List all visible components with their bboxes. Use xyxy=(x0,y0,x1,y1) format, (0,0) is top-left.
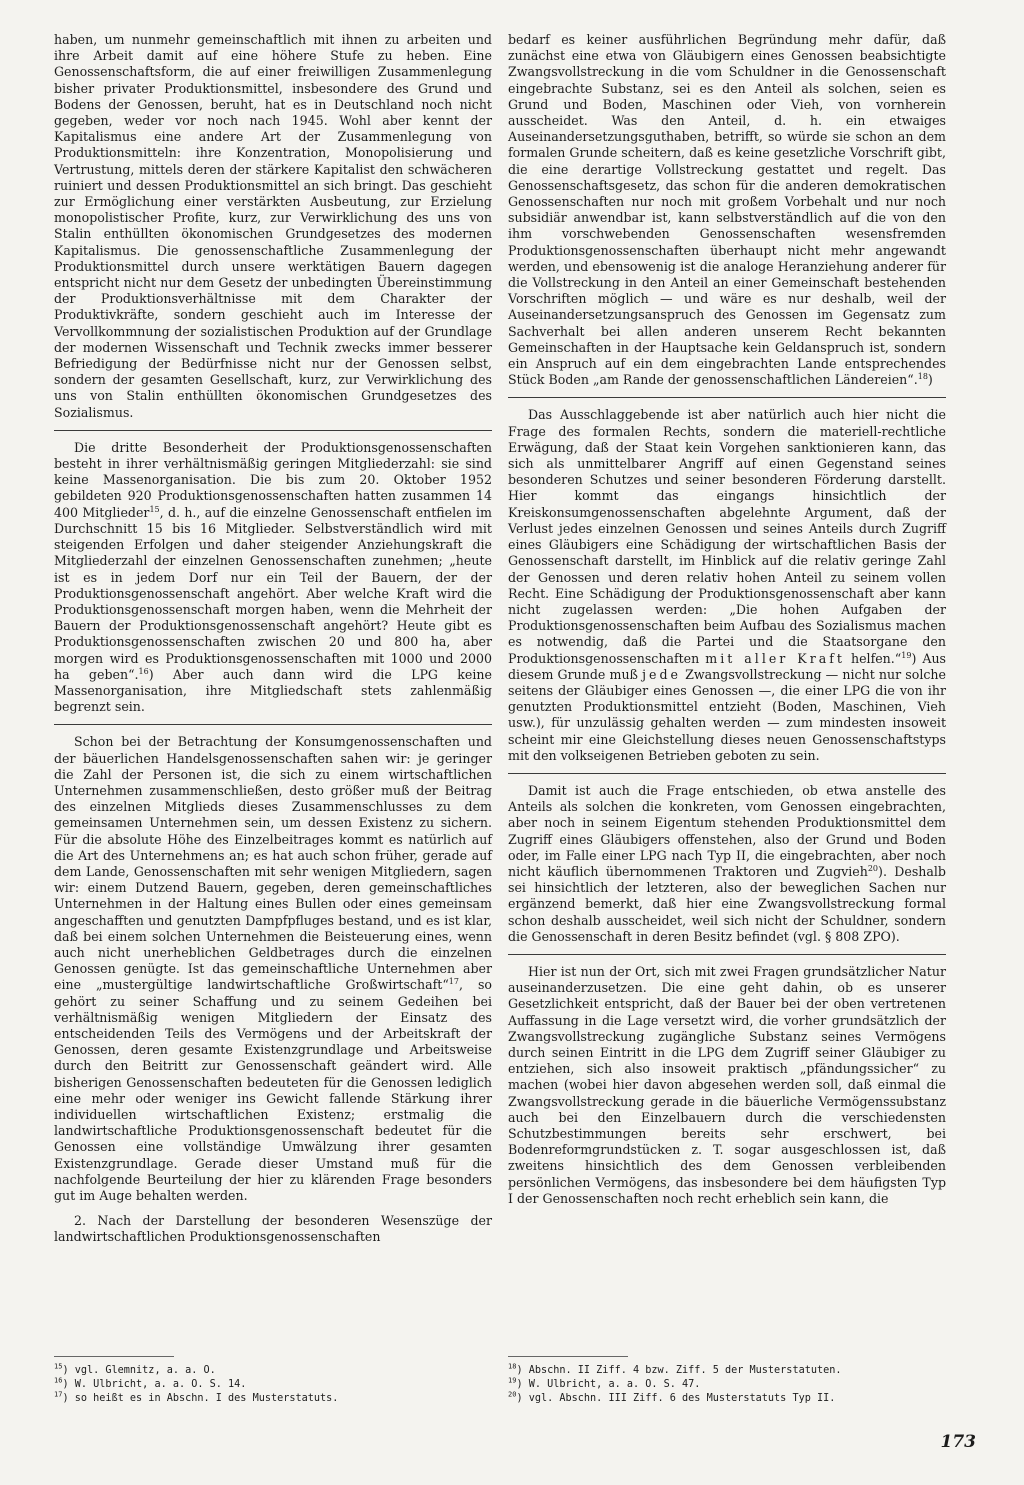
footnote-ref: 20 xyxy=(867,863,879,873)
paragraph-separator xyxy=(508,773,946,774)
footnote-ref: 15 xyxy=(149,504,160,514)
footnote-ref: 16 xyxy=(138,666,149,676)
paragraph-separator xyxy=(508,954,946,955)
left-paragraph-3: Schon bei der Betrachtung der Konsumgenossenschaften und der bäuerlichen Handelsgenossenschaften sahen wir: je geringer die Zahl der Personen ist, die sich zu einem wirtschaftlichen Unternehmen zusammenschließen, desto größer muß der Beitrag des einzelnen Mitglieds dieses Zusammenschlusses zu dem gemeinsamen Unternehmen sein, um dessen Existenz zu sichern. Für die absolute Höhe des Einzelbeitrages kommt es natürlich auf die Art des Unternehmens an; es hat auch schon früher, gerade auf dem Lande, Genossenschaften mit sehr wenigen Mitgliedern, sagen wir: einem Dutzend Bauern, gegeben, deren gemeinschaftliches Unternehmen in der Haltung eines Bullen oder eines gemeinsam angeschafften und genutzten Dampfpfluges bestand, und es ist klar, daß bei einem solchen Unternehmen die Beisteuerung eines, wenn auch nicht unerheblichen Geldbetrages durch die einzelnen Genossen genügte. Ist das gemeinschaftliche Unternehmen aber eine „mustergültige landwirtschaftliche Großwirtschaft“$^{17}$, so gehört zu seiner Schaffung und zu seinem Gedeihen bei verhältnismäßig wenigen Mitgliedern der Einsatz des entscheidenden Teils des Vermögens und der Arbeitskraft der Genossen, deren gesamte Existenzgrundlage und Arbeitsweise durch den Beitritt zur Genossenschaft geändert wird. Alle bisherigen Genossenschaften bedeuteten für die Genossen lediglich eine mehr oder weniger ins Gewicht fallende Stärkung ihrer individuellen wirtschaftlichen Existenz; erstmalig die landwirtschaftliche Produktionsgenossenschaft bedeutet für die Genossen eine vollständige Umwälzung ihrer gesamten Existenzgrundlage. Gerade dieser Umstand muß für die nachfolgende Beurteilung der hier zu klärenden Frage besonders gut im Auge behalten werden. xyxy=(54,734,492,1204)
left-paragraph-2: Die dritte Besonderheit der Produktionsgenossenschaften besteht in ihrer verhältnismäßig geringen Mitgliederzahl: sie sind keine Massenorganisation. Die bis zum 20. Oktober 1952 gebildeten 920 Produktionsgenossenschaften hatten zusammen 14 400 Mitglieder$^{15}$, d. h., auf die einzelne Genossenschaft entfielen im Durchschnitt 15 bis 16 Mitglieder. Selbstverständlich wird mit steigenden Erfolgen und daher steigender Anziehungskraft die Mitgliederzahl der einzelnen Genossenschaften zunehmen; „heute ist es in jedem Dorf nur ein Teil der Bauern, der der Produktionsgenossenschaft angehört. Aber welche Kraft wird die Produktionsgenossenschaft morgen haben, wenn die Mehrheit der Bauern der Produktionsgenossenschaft angehört? Heute gibt es Produktionsgenossenschaften zwischen 20 und 800 ha, aber morgen wird es Produktionsgenossenschaften mit 1000 und 2000 ha geben“.$^{16}$) Aber auch dann wird die LPG keine Massenorganisation, ihre Mitgliedschaft stets zahlenmäßig begrenzt sein. xyxy=(54,439,492,715)
paragraph-separator xyxy=(54,430,492,431)
left-column xyxy=(54,32,492,1246)
right-paragraph-3: Damit ist auch die Frage entschieden, ob etwa anstelle des Anteils als solchen die konkreten, vom Genossen eingebrachten, aber noch in seinem Eigentum stehenden Produktionsmittel dem Zugriff eines Gläubigers offenstehen, also der Grund und Boden oder, im Falle einer LPG nach Typ II, die eingebrachten, aber noch nicht käuflich übernommenen Traktoren und Zugvieh$^{20}$). Deshalb sei hinsichtlich der letzteren, also der beweglichen Sachen nur ergänzend bemerkt, daß hier eine Zwangsvollstreckung formal schon deshalb ausscheidet, weil sich nicht der Schuldner, sondern die Genossenschaft in deren Besitz befindet (vgl. § 808 ZPO). xyxy=(508,782,946,944)
footnotes-right xyxy=(508,1364,946,1406)
paragraph-separator xyxy=(508,397,946,398)
paragraph-separator xyxy=(54,724,492,725)
footnote: $^{19}$) W. Ulbricht, a. a. O. S. 47. xyxy=(508,1376,701,1390)
footnote-ref: 18 xyxy=(917,372,928,382)
footnote-rule xyxy=(508,1356,628,1357)
footnote: $^{17}$) so heißt es in Abschn. I des Musterstatuts. xyxy=(54,1390,339,1404)
footnote: $^{16}$) W. Ulbricht, a. a. O. S. 14. xyxy=(54,1376,247,1390)
footnote: $^{20}$) vgl. Abschn. III Ziff. 6 des Musterstatuts Typ II. xyxy=(508,1390,836,1404)
right-paragraph-4: Hier ist nun der Ort, sich mit zwei Fragen grundsätzlicher Natur auseinanderzusetzen. Die eine geht dahin, ob es unserer Gesetzlichkeit entspricht, daß der Bauer bei der oben vertretenen Auffassung in die Lage versetzt wird, die vorher grundsätzlich der Zwangsvollstreckung zugängliche Substanz seines Vermögens durch seinen Eintritt in die LPG dem Zugriff seiner Gläubiger zu entziehen, sich also insoweit praktisch „pfändungssicher“ zu machen (wobei hier davon abgesehen werden soll, daß einmal die Zwangsvollstreckung gerade in die bäuerliche Vermögenssubstanz auch bei den Einzelbauern durch die verschiedensten Schutzbestimmungen bereits sehr erschwert, bei Bodenreformgrundstücken z. T. sogar ausgeschlossen ist, daß zweitens hinsichtlich des dem Genossen verbleibenden persönlichen Vermögens, das insbesondere bei dem häufigsten Typ I der Genossenschaften noch recht erheblich sein kann, die xyxy=(508,963,946,1206)
page-number: 173 xyxy=(940,1432,976,1452)
footnotes-left xyxy=(54,1364,492,1406)
footnote: $^{15}$) vgl. Glemnitz, a. a. O. xyxy=(54,1362,216,1376)
footnote: $^{18}$) Abschn. II Ziff. 4 bzw. Ziff. 5 der Musterstatuten. xyxy=(508,1362,842,1376)
right-paragraph-1: bedarf es keiner ausführlichen Begründung mehr dafür, daß zunächst eine etwa von Gläubigern eines Genossen beabsichtigte Zwangsvollstreckung in die vom Schuldner in die Genossenschaft eingebrachte Substanz, sei es den Anteil als solchen, seien es Grund und Boden, Maschinen oder Vieh, von vornherein ausscheidet. Was den Anteil, d. h. ein etwaiges Auseinandersetzungsguthaben, betrifft, so würde sie schon an dem formalen Grunde scheitern, daß es keine gesetzliche Vorschrift gibt, die eine derartige Vollstreckung gestattet und regelt. Das Genossenschaftsgesetz, das schon für die anderen demokratischen Genossenschaften nur noch mit großem Vorbehalt und nur noch subsidiär anwendbar ist, kann selbstverständlich auf die von den ihm vorschwebenden Genossenschaften wesensfremden Produktionsgenossenschaften überhaupt nicht mehr angewandt werden, und ebensowenig ist die analoge Heranziehung anderer für die Vollstreckung in den Anteil an einer Gemeinschaft bestehenden Vorschriften möglich — und wäre es nur deshalb, weil der Auseinandersetzungsanspruch des Genossen im Gegensatz zum Sachverhalt bei allen anderen unserem Recht bekannten Gemeinschaften in der Hauptsache kein Geldanspruch ist, sondern ein Anspruch auf ein dem eingebrachten Lande entsprechendes Stück Boden „am Rande der genossenschaftlichen Ländereien“.$^{18}$) xyxy=(508,32,946,388)
footnote-ref: 19 xyxy=(901,650,912,660)
footnote-ref: 17 xyxy=(448,977,459,987)
left-paragraph-1: haben, um nunmehr gemeinschaftlich mit ihnen zu arbeiten und ihre Arbeit damit auf eine höhere Stufe zu heben. Eine Genossenschaftsform, die auf einer freiwilligen Zusammenlegung bisher privater Produktionsmittel, insbesondere des Grund und Bodens der Genossen, beruht, hat es in Deutschland noch nicht gegeben, weder vor noch nach 1945. Wohl aber kennt der Kapitalismus eine andere Art der Zusammenlegung von Produktionsmitteln: ihre Konzentration, Monopolisierung und Vertrustung, mittels deren der stärkere Kapitalist den schwächeren ruiniert und dessen Produktionsmittel an sich bringt. Das geschieht zur Ermöglichung einer verstärkten Ausbeutung, zur Erzielung monopolistischer Profite, kurz, zur Verwirklichung des uns von Stalin enthüllten ökonomischen Grundgesetzes des modernen Kapitalismus. Die genossenschaftliche Zusammenlegung der Produktionsmittel durch unsere werktätigen Bauern dagegen entspricht nicht nur dem Gesetz der unbedingten Übereinstimmung der Produktionsverhältnisse mit dem Charakter der Produktivkräfte, sondern geschieht auch im Interesse der Vervollkommnung der sozialistischen Produktion auf der Grundlage der modernen Wissenschaft und Technik zwecks immer besserer Befriedigung der Bedürfnisse nicht nur der Genossen selbst, sondern der gesamten Gesellschaft, kurz, zur Verwirklichung des uns von Stalin enthüllten ökonomischen Grundgesetzes des Sozialismus. xyxy=(54,32,492,420)
emphasis-spaced: mit aller Kraft xyxy=(705,650,845,666)
emphasis-spaced: jede xyxy=(642,666,681,682)
left-paragraph-4: 2. Nach der Darstellung der besonderen Wesenszüge der landwirtschaftlichen Produktionsgenossenschaften xyxy=(54,1213,492,1245)
right-paragraph-2: Das Ausschlaggebende ist aber natürlich auch hier nicht die Frage des formalen Rechts, sondern die materiell-rechtliche Erwägung, daß der Staat kein Vorgehen sanktionieren kann, das sich als unmittelbarer Angriff auf einen Gegenstand seines besonderen Schutzes und seiner besonderen Förderung darstellt. Hier kommt das eingangs hinsichtlich der Kreiskonsumgenossenschaften abgelehnte Argument, daß der Verlust jedes einzelnen Genossen und seines Anteils durch Zugriff eines Gläubigers eine Schädigung der wirtschaftlichen Basis der Genossenschaft darstellt, im Hinblick auf die relativ geringe Zahl der Genossen und deren relativ hohen Anteil zu seinem vollen Recht. Eine Schädigung der Produktionsgenossenschaft aber kann nicht zugelassen werden: „Die hohen Aufgaben der Produktionsgenossenschaften beim Aufbau des Sozialismus machen es notwendig, daß die Partei und die Staatsorgane den Produktionsgenossenschaften mit aller Kraft helfen.“$^{19}$) Aus diesem Grunde muß jede Zwangsvollstreckung — nicht nur solche seitens der Gläubiger eines Genossen —, die einer LPG die von ihr genutzten Produktionsmittel entzieht (Boden, Maschinen, Vieh usw.), für unzulässig gehalten werden — zum mindesten insoweit scheint mir eine Gleichstellung dieses neuen Genossenschaftstyps mit den volkseigenen Betrieben geboten zu sein. xyxy=(508,407,947,763)
footnote-rule xyxy=(54,1356,174,1357)
right-column xyxy=(508,32,946,1207)
